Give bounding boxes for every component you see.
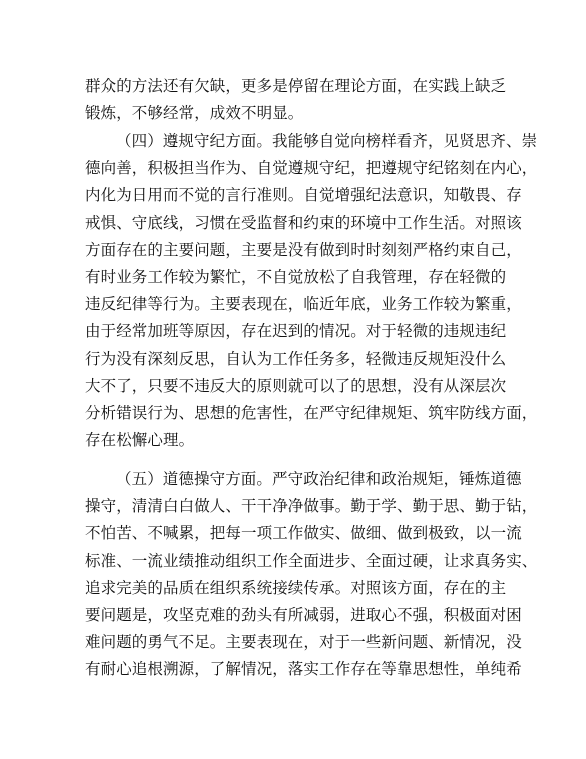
text-line: 分析错误行为、思想的危害性，在严守纪律规矩、筑牢防线方面， xyxy=(85,403,538,422)
text-line: 标准、一流业绩推动组织工作全面进步、全面过硬，让求真务实、 xyxy=(85,551,538,570)
text-line: 不怕苦、不喊累，把每一项工作做实、做细、做到极致，以一流 xyxy=(85,524,522,543)
text-line: 由于经常加班等原因，存在迟到的情况。对于轻微的违规违纪 xyxy=(85,322,507,341)
text-line: 德向善，积极担当作为、自觉遵规守纪，把遵规守纪铭刻在内心， xyxy=(85,159,538,178)
text-line: 戒惧、守底线，习惯在受监督和约束的环境中工作生活。对照该 xyxy=(85,213,522,232)
section-4-paragraph xyxy=(85,128,538,454)
section-heading-line: （五）道德操守方面。严守政治纪律和政治规矩，锤炼道德 xyxy=(116,470,522,488)
text-line: 有时业务工作较为繁忙，不自觉放松了自我管理，存在轻微的 xyxy=(85,267,507,286)
section-5-paragraph xyxy=(85,466,538,684)
text-line: 方面存在的主要问题，主要是没有做到时时刻刻严格约束自己， xyxy=(85,240,522,259)
text-line: 违反纪律等行为。主要表现在，临近年底，业务工作较为繁重， xyxy=(85,295,522,314)
text-line: 大不了，只要不违反大的原则就可以了的思想，没有从深层次 xyxy=(85,376,507,395)
text-line: 追求完美的品质在组织系统接续传承。对照该方面，存在的主 xyxy=(85,578,507,597)
text-line: 锻炼，不够经常，成效不明显。 xyxy=(85,104,304,123)
text-line: 群众的方法还有欠缺，更多是停留在理论方面，在实践上缺乏 xyxy=(85,77,507,95)
paragraph-continued xyxy=(85,73,505,127)
section-heading-line: （四）遵规守纪方面。我能够自觉向榜样看齐，见贤思齐、崇 xyxy=(116,132,538,150)
text-line: 存在松懈心理。 xyxy=(85,431,195,450)
text-line: 要问题是，攻坚克难的劲头有所减弱，进取心不强，积极面对困 xyxy=(85,605,522,624)
text-line: 操守，清清白白做人、干干净净做事。勤于学、勤于思、勤于钻， xyxy=(85,497,538,516)
text-line: 难问题的勇气不足。主要表现在，对于一些新问题、新情况，没 xyxy=(85,633,522,652)
text-line: 有耐心追根溯源，了解情况，落实工作存在等靠思想性，单纯希 xyxy=(85,660,522,679)
text-line: 内化为日用而不觉的言行准则。自觉增强纪法意识，知敬畏、存 xyxy=(85,186,522,205)
text-line: 行为没有深刻反思，自认为工作任务多，轻微违反规矩没什么 xyxy=(85,349,507,368)
